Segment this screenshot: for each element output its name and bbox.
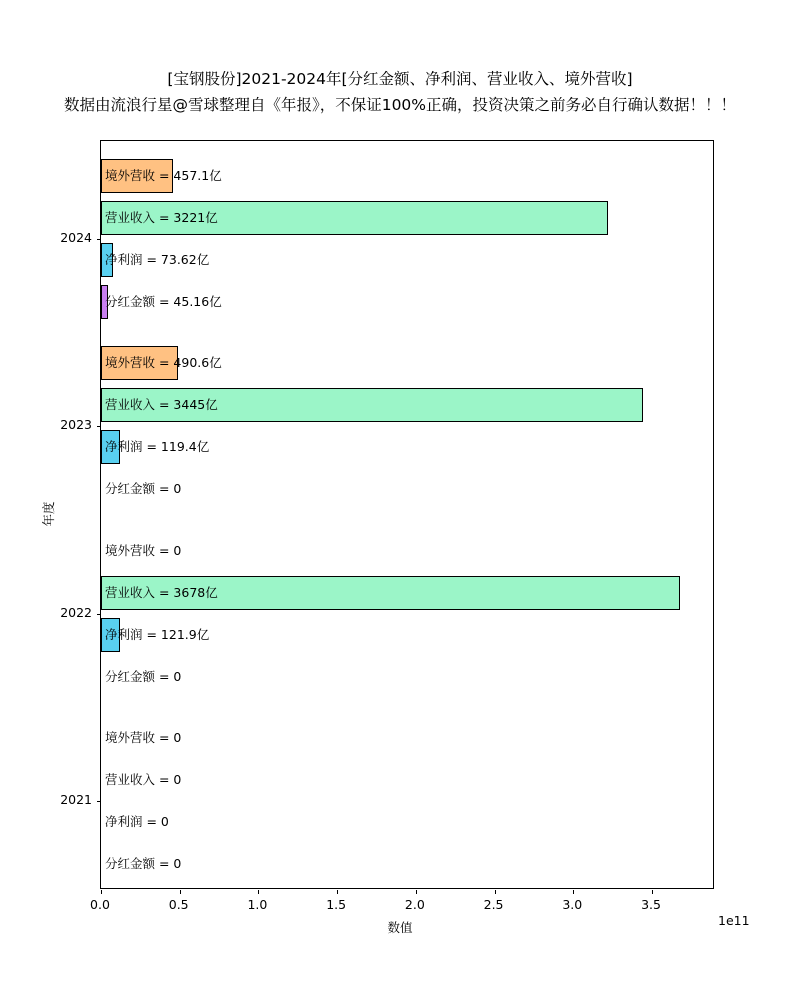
x-tick-mark bbox=[652, 890, 653, 894]
bar-label-2021-净利润: 净利润 = 0 bbox=[105, 813, 169, 829]
x-tick-mark bbox=[573, 890, 574, 894]
y-tick-mark bbox=[97, 426, 101, 427]
x-tick-label-0.0: 0.0 bbox=[90, 897, 110, 912]
bar-label-2022-营业收入: 营业收入 = 3678亿 bbox=[105, 584, 218, 600]
x-tick-mark bbox=[337, 890, 338, 894]
x-axis-exponent: 1e11 bbox=[718, 913, 750, 928]
x-tick-label-2.5: 2.5 bbox=[483, 897, 504, 912]
y-tick-label-2022: 2022 bbox=[60, 604, 92, 620]
x-tick-label-0.5: 0.5 bbox=[168, 897, 189, 912]
x-tick-mark bbox=[180, 890, 181, 894]
y-tick-mark bbox=[97, 614, 101, 615]
y-tick-label-2021: 2021 bbox=[60, 791, 92, 807]
bar-label-2021-境外营收: 境外营收 = 0 bbox=[105, 729, 182, 745]
bar-label-2024-净利润: 净利润 = 73.62亿 bbox=[105, 252, 210, 267]
bar-label-2024-营业收入: 营业收入 = 3221亿 bbox=[105, 210, 218, 225]
x-tick-label-2.0: 2.0 bbox=[404, 897, 425, 912]
x-tick-label-1.0: 1.0 bbox=[247, 897, 268, 912]
bar-label-2021-分红金额: 分红金额 = 0 bbox=[105, 855, 182, 871]
x-tick-mark bbox=[101, 890, 102, 894]
bar-label-2022-分红金额: 分红金额 = 0 bbox=[105, 668, 182, 684]
bar-label-2022-境外营收: 境外营收 = 0 bbox=[105, 542, 182, 558]
x-tick-mark bbox=[416, 890, 417, 894]
chart-title-block bbox=[0, 66, 800, 118]
bar-label-2023-境外营收: 境外营收 = 490.6亿 bbox=[105, 355, 222, 371]
y-tick-mark bbox=[97, 801, 101, 802]
chart-title: [宝钢股份]2021-2024年[分红金额、净利润、营业收入、境外营收] bbox=[167, 70, 633, 88]
x-tick-label-3.5: 3.5 bbox=[641, 897, 661, 912]
bar-label-2023-净利润: 净利润 = 119.4亿 bbox=[105, 439, 210, 455]
x-tick-mark bbox=[258, 890, 259, 894]
y-tick-mark bbox=[97, 239, 101, 240]
bar-label-2021-营业收入: 营业收入 = 0 bbox=[105, 771, 182, 787]
x-axis-label: 数值 bbox=[387, 920, 413, 935]
bar-label-2024-分红金额: 分红金额 = 45.16亿 bbox=[105, 294, 222, 309]
x-tick-label-3.0: 3.0 bbox=[562, 897, 583, 912]
y-tick-label-2024: 2024 bbox=[60, 230, 92, 245]
y-tick-label-2023: 2023 bbox=[60, 417, 92, 433]
y-axis-label: 年度 bbox=[41, 501, 56, 527]
chart-subtitle: 数据由流浪行星@雪球整理自《年报》，不保证100%正确，投资决策之前务必自行确认数据！！！ bbox=[63, 96, 737, 114]
bar-label-2024-境外营收: 境外营收 = 457.1亿 bbox=[105, 168, 222, 183]
bar-label-2023-分红金额: 分红金额 = 0 bbox=[105, 481, 182, 497]
bar-label-2022-净利润: 净利润 = 121.9亿 bbox=[105, 626, 210, 642]
plot-area bbox=[100, 140, 714, 889]
bar-label-2023-营业收入: 营业收入 = 3445亿 bbox=[105, 397, 218, 413]
x-tick-label-1.5: 1.5 bbox=[326, 897, 347, 912]
x-tick-mark bbox=[495, 890, 496, 894]
